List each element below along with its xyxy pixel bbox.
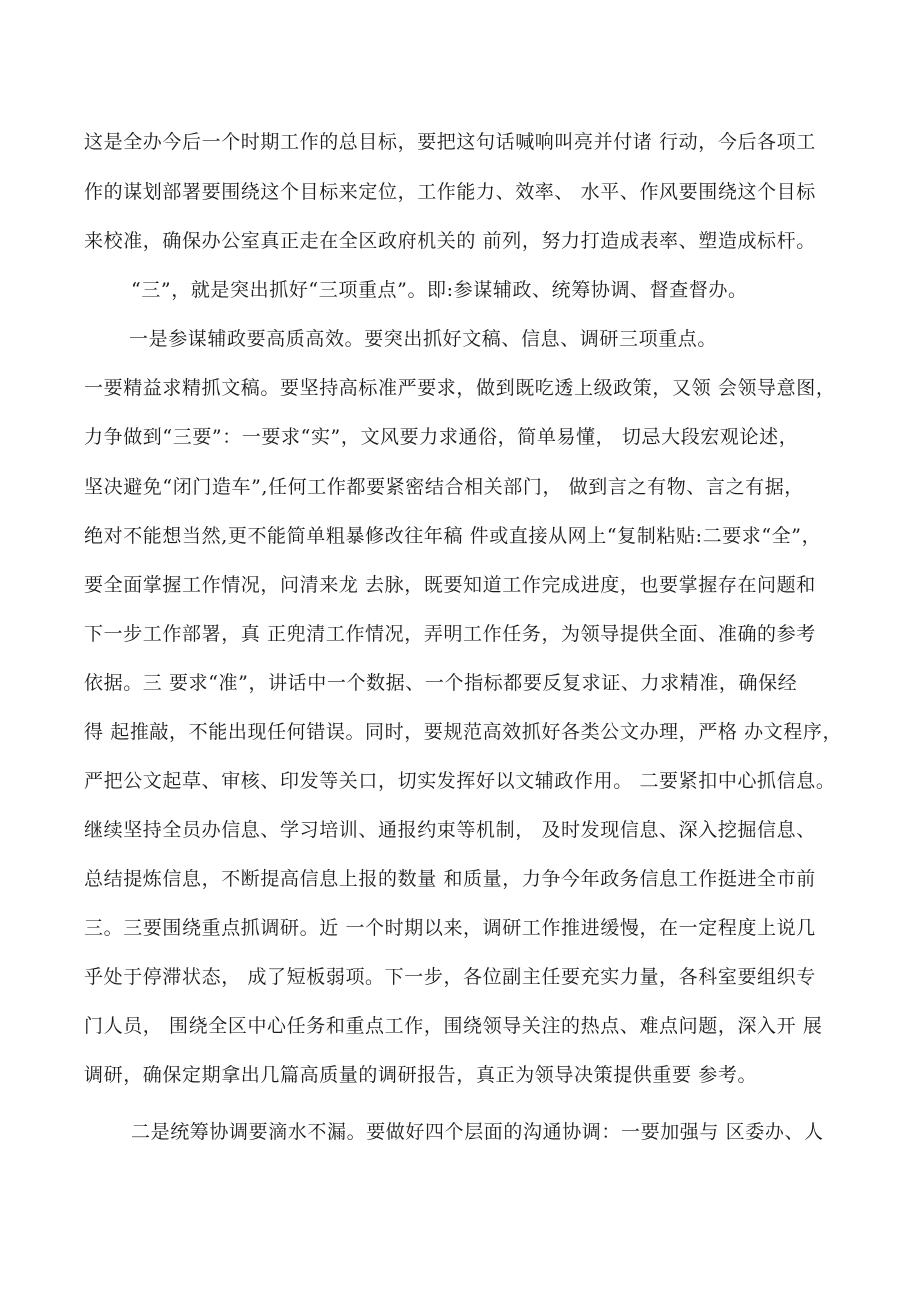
text-line: 这是全办今后一个时期工作的总目标，要把这句话喊响叫亮并付诸 行动，今后各项工: [84, 131, 816, 153]
text-line: 得 起推敲，不能出现任何错误。同时，要规范高效抓好各类公文办理，严格 办文程序，: [84, 721, 843, 743]
text-line: 下一步工作部署，真 正兜清工作情况，弄明工作任务，为领导提供全面、准确的参考: [84, 623, 816, 645]
text-line: 依据。三 要求“准”，讲话中一个数据、一个指标都要反复求证、力求精准，确保经: [84, 672, 798, 694]
text-line: 调研，确保定期拿出几篇高质量的调研报告，真正为领导决策提供重要 参考。: [84, 1064, 758, 1086]
text-line: 要全面掌握工作情况，问清来龙 去脉，既要知道工作完成进度，也要掌握存在问题和: [84, 574, 816, 596]
text-line: “三”，就是突出抓好“三项重点”。即:参谋辅政、统筹协调、督查督办。: [131, 279, 748, 301]
text-line: 一要精益求精抓文稿。要坚持高标准严要求，做到既吃透上级政策，又领 会领导意图，: [84, 377, 836, 399]
text-line: 继续坚持全员办信息、学习培训、通报约束等机制， 及时发现信息、深入挖掘信息、: [84, 819, 816, 841]
text-line: 乎处于停滞状态， 成了短板弱项。下一步，各位副主任要充实力量，各科室要组织专: [84, 966, 816, 988]
text-line: 严把公文起草、审核、印发等关口，切实发挥好以文辅政作用。 二要紧扣中心抓信息。: [84, 770, 836, 792]
text-line: 一是参谋辅政要高质高效。要突出抓好文稿、信息、调研三项重点。: [129, 328, 718, 350]
text-line: 坚决避免“闭门造车”,任何工作都要紧密结合相关部门， 做到言之有物、言之有据，: [84, 476, 804, 498]
text-line: 力争做到“三要”：一要求“实”，文风要力求通俗，简单易懂， 切忌大段宏观论述，: [84, 426, 799, 448]
text-line: 来校准，确保办公室真正走在全区政府机关的 前列，努力打造成表率、塑造成标杆。: [84, 230, 816, 252]
text-line: 绝对不能想当然,更不能简单粗暴修改往年稿 件或直接从网上“复制粘贴:二要求“全”，: [84, 525, 822, 547]
text-line: 门人员， 围绕全区中心任务和重点工作，围绕领导关注的热点、难点问题，深入开 展: [84, 1015, 823, 1037]
text-line: 三。三要围绕重点抓调研。近 一个时期以来，调研工作推进缓慢，在一定程度上说几: [84, 917, 816, 939]
text-line: 作的谋划部署要围绕这个目标来定位，工作能力、效率、 水平、作风要围绕这个目标: [84, 181, 816, 203]
text-line: 总结提炼信息，不断提高信息上报的数量 和质量，力争今年政务信息工作挺进全市前: [84, 868, 816, 890]
text-line: 二是统筹协调要滴水不漏。要做好四个层面的沟通协调：一要加强与 区委办、人: [131, 1121, 824, 1143]
